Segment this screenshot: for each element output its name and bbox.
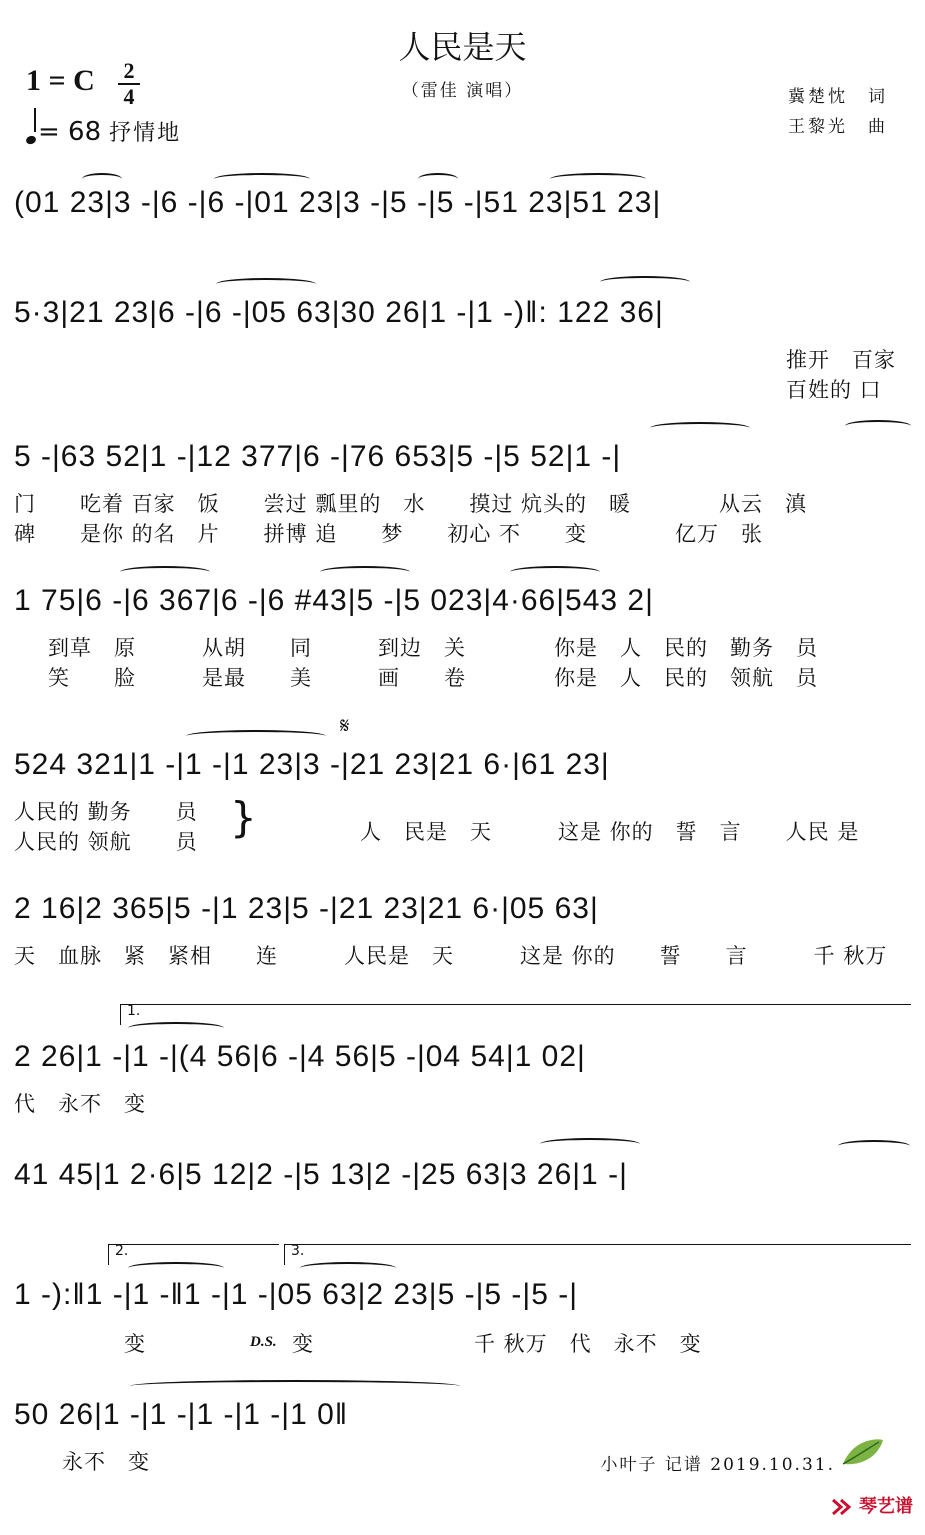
tempo-value: = 68 (38, 117, 102, 147)
tempo-marking (26, 116, 181, 147)
lyric-chorus-line1: 人 民是 天 这是 你的 誓 言 人民 是 (360, 820, 860, 844)
lyric-ending3-a: 变 (292, 1332, 314, 1356)
lyric-verse2-line4: 人民的 领航 员 (14, 830, 198, 854)
composer-credit: 王黎光 曲 (788, 117, 888, 137)
lyric-ending2: 变 (124, 1332, 146, 1356)
lyric-verse1-line1: 推开 百家 (786, 348, 896, 372)
lyric-verse1-line4: 人民的 勤务 员 (14, 800, 198, 824)
meter-bottom: 4 (123, 84, 135, 109)
lyricist-credit: 冀楚忱 词 (788, 87, 888, 107)
score-system-10: 50 26|1 -|1 -|1 -|1 -|1 0‖ (14, 1398, 349, 1431)
performer-subtitle: （雷佳 演唱） (401, 81, 524, 101)
score-system-1: (01 23|3 -|6 -|6 -|01 23|3 -|5 -|5 -|51 23|51 23| (14, 186, 662, 219)
score-system-4: 1 75|6 -|6 367|6 -|6 #43|5 -|5 023|4·66|543 2| (14, 584, 654, 617)
site-logo (831, 1492, 913, 1518)
leaf-icon (839, 1436, 885, 1468)
expression-mark: 抒情地 (109, 121, 182, 146)
volta-bracket-1: 1. (120, 1004, 911, 1025)
lyric-verse1-line2: 门 吃着 百家 饭 尝过 瓢里的 水 摸过 炕头的 暖 从云 滇 (14, 492, 808, 516)
song-title: 人民是天 (398, 28, 527, 66)
lyric-final: 永不 变 (62, 1450, 150, 1474)
transcriber-credit: 小叶子 记谱 2019.10.31. (600, 1455, 835, 1475)
lyric-chorus-line3: 代 永不 变 (14, 1092, 146, 1116)
lyric-verse2-line2: 碑 是你 的名 片 拼博 追 梦 初心 不 变 亿万 张 (14, 522, 764, 546)
volta-bracket-3: 3. (284, 1244, 911, 1265)
score-system-5: 524 321|1 -|1 -|1 23|3 -|21 23|21 6·|61 23| (14, 748, 610, 781)
meter-top: 2 (123, 58, 135, 83)
brace-icon: } (230, 793, 257, 842)
score-system-7: 2 26|1 -|1 -|(4 56|6 -|4 56|5 -|04 54|1 02| (14, 1040, 586, 1073)
key-signature: 1 = C (26, 64, 95, 97)
score-system-2: 5·3|21 23|6 -|6 -|05 63|30 26|1 -|1 -)‖: 122 36| (14, 296, 664, 329)
segno-sign: 𝄋 (340, 714, 350, 739)
lyric-verse2-line3: 笑 脸 是最 美 画 卷 你是 人 民的 领航 员 (48, 666, 818, 690)
quarter-note-icon (25, 135, 37, 146)
logo-text: 琴艺谱 (859, 1496, 913, 1517)
lyric-chorus-line2: 天 血脉 紧 紧相 连 人民是 天 这是 你的 誓 言 千 秋万 (14, 944, 888, 968)
lyric-verse1-line3: 到草 原 从胡 同 到边 关 你是 人 民的 勤务 员 (48, 636, 818, 660)
score-system-9: 1 -):‖1 -|1 -‖1 -|1 -|05 63|2 23|5 -|5 -|5 -| (14, 1278, 578, 1311)
score-system-8: 41 45|1 2·6|5 12|2 -|5 13|2 -|25 63|3 26|1 -| (14, 1158, 628, 1191)
score-system-6: 2 16|2 365|5 -|1 23|5 -|21 23|21 6·|05 63| (14, 892, 599, 925)
score-system-3: 5 -|63 52|1 -|12 377|6 -|76 653|5 -|5 52|1 -| (14, 440, 622, 473)
lyric-verse2-line1: 百姓的 口 (786, 378, 882, 402)
time-signature (118, 60, 140, 108)
logo-mark-icon (831, 1498, 853, 1516)
dal-segno-mark: D.S. (250, 1334, 277, 1350)
volta-bracket-2: 2. (108, 1244, 279, 1265)
lyric-ending3-b: 千 秋万 代 永不 变 (474, 1332, 702, 1356)
